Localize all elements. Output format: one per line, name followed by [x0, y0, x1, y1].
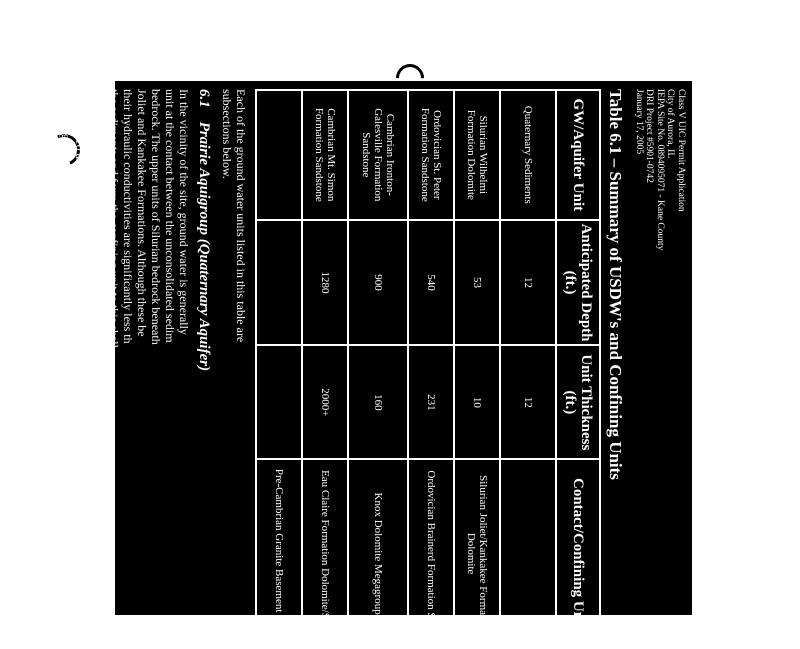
file-path-footer [0, 89, 2, 605]
header-line: DRI Project #5901-0742 [644, 89, 655, 183]
table-row [501, 90, 557, 648]
paragraph-line: In the vicinity of the site, ground water is generally [177, 89, 192, 335]
unit-cell [257, 90, 303, 220]
intro-line: subsections below. [220, 89, 235, 179]
usdw-summary-table [256, 89, 602, 649]
paragraph-ground-water-occurrence [108, 89, 192, 605]
table-row [303, 90, 349, 648]
page-number: 6-2 [3, 341, 16, 357]
unit-cell: Cambrian Mt. Simon Formation Sandstone [303, 90, 349, 220]
contact-cell: Ordovician Brainerd Formation Shale [409, 459, 455, 648]
paragraph-line: According to the well survey conducted by DRI, there [59, 89, 74, 350]
header-line: January 17, 2005 [634, 89, 644, 155]
table-row [409, 90, 455, 648]
thickness-cell [257, 345, 303, 459]
depth-cell [257, 220, 303, 346]
depth-cell: 1280 [303, 220, 349, 346]
table-title: Table 6.1 – Summary of USDW's and Confining Units [606, 89, 626, 480]
contact-cell: Pre-Cambrian Granite Basement Rock [257, 459, 303, 648]
section-heading [196, 89, 213, 605]
depth-cell: 540 [409, 220, 455, 346]
unit-cell: Ordovician St. Peter Formation Sandstone [409, 90, 455, 220]
unit-cell: Cambrian Ironton-Galesville Formation Sandstone [349, 90, 409, 220]
thickness-cell: 231 [409, 345, 455, 459]
paragraph-line: The ground water within the AOR is typically Class I [87, 89, 102, 346]
paragraph-line: the sediments and form the confining unit to this shall [107, 89, 122, 348]
thickness-cell: 12 [501, 345, 557, 459]
scanned-page [3, 81, 692, 639]
header-line: City of Aurora, IL [665, 89, 676, 159]
table-row [349, 90, 409, 648]
column-header-unit: GW/Aquifer Unit [557, 90, 601, 220]
header-line: IEPA Site No. 0894095071 - Kane County [655, 89, 665, 251]
depth-cell: 12 [501, 220, 557, 346]
contact-cell: Eau Claire Formation Dolomite/Shale [303, 459, 349, 648]
paragraph-line: unit at the contact between the unconsolidated sedim [163, 89, 178, 343]
contact-cell: Knox Dolomite Megagroup [349, 459, 409, 648]
contact-cell: Silurian Joliet/Kankakee Formation Dolomite [455, 459, 501, 648]
table-row [257, 90, 303, 648]
paragraph-line: Sections 210 and 220 and is not generally used for [73, 89, 88, 332]
column-header-thickness: Unit Thickness (ft.) [557, 345, 601, 459]
thickness-cell: 160 [349, 345, 409, 459]
unit-cell: Silurian Wilhelmi Formation Dolomite [455, 90, 501, 220]
section-number: 6.1 [196, 89, 213, 108]
unit-cell: Quaternary Sediments [501, 90, 557, 220]
page-content [3, 81, 692, 639]
table-row [455, 90, 501, 648]
paragraph-line: in this ground water unit within the AOR for the site. [45, 89, 60, 344]
table-header-row [557, 90, 601, 648]
contact-cell [501, 459, 557, 648]
paragraph-ground-water-class [46, 89, 102, 605]
section-title: Prairie Aquigroup (Quaternary Aquifer) [196, 121, 213, 372]
intro-line: Each of the ground water units listed in this table are [234, 89, 249, 343]
column-header-depth: Anticipated Depth (ft.) [557, 220, 601, 346]
thickness-cell: 2000+ [303, 345, 349, 459]
depth-cell: 900 [349, 220, 409, 346]
paragraph-line: bedrock. The upper units of Silurian bedrock beneath [149, 89, 164, 345]
paragraph-line: Joliet and Kankakee Formations. Although these be [135, 89, 150, 337]
thickness-cell: 10 [455, 345, 501, 459]
paragraph-line: their hydraulic conductivities are significantly less th [121, 89, 136, 344]
column-header-contact: Contact/Confining Unit [557, 459, 601, 648]
depth-cell: 53 [455, 220, 501, 346]
header-line: Class V UIC Permit Application [676, 89, 686, 212]
document-header [634, 89, 687, 605]
